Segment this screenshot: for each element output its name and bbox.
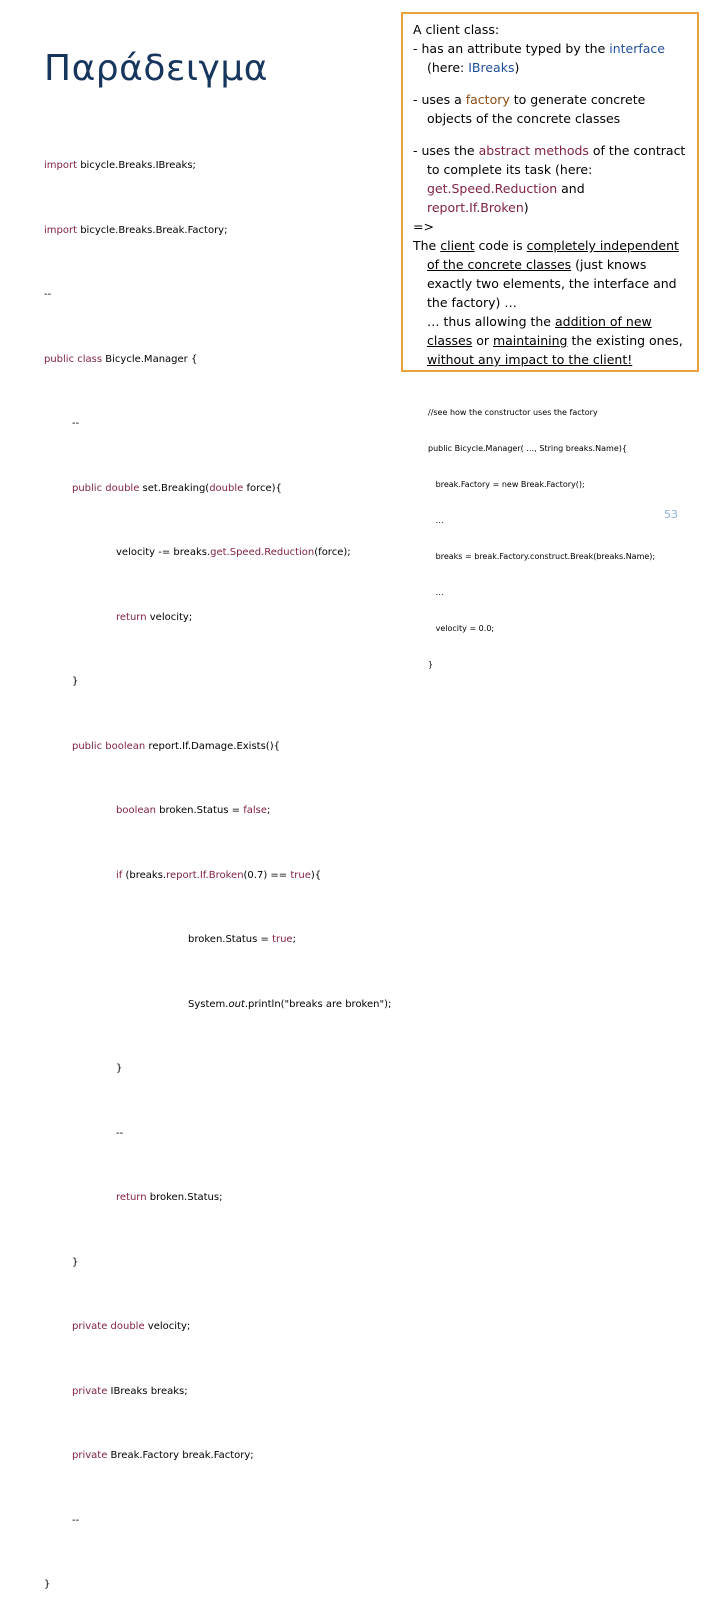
highlight-ibreaks: IBreaks <box>468 60 515 75</box>
code-line <box>44 607 414 629</box>
code-text: (0.7) == <box>243 869 291 881</box>
explanation-callout <box>401 12 699 372</box>
code-line <box>44 994 414 1016</box>
code-text: (breaks. <box>122 869 167 881</box>
code-text: broken.Status; <box>146 1192 223 1203</box>
keyword: false <box>243 805 268 816</box>
keyword: public class <box>44 353 103 365</box>
highlight-method: get.Speed.Reduction <box>427 181 558 196</box>
code-line <box>44 220 414 242</box>
bullet-dash: - <box>413 41 422 56</box>
code-text: System. <box>188 998 229 1010</box>
code-text: ; <box>292 934 296 945</box>
underlined-text: client <box>440 238 475 253</box>
keyword: double <box>209 482 244 494</box>
highlight-method: report.If.Broken <box>427 200 524 215</box>
code-text-italic: out <box>228 998 245 1010</box>
code-line <box>44 1510 414 1532</box>
code-text: ; <box>267 805 271 816</box>
code-line <box>44 736 414 758</box>
code-text: } <box>72 1256 79 1268</box>
code-text: } <box>116 1063 123 1074</box>
callout-conclusion <box>413 236 689 312</box>
code-text: broken.Status = <box>155 805 244 816</box>
code-listing <box>44 112 414 1617</box>
callout-text: uses the <box>421 143 479 158</box>
code-text: ){ <box>310 869 322 881</box>
callout-text: (just knows exactly two elements, the interface and the factory) … <box>427 257 677 310</box>
callout-text: of the contract to complete its task (here: <box>427 143 686 177</box>
code-text: velocity -= breaks. <box>116 547 211 558</box>
keyword: boolean <box>116 805 156 816</box>
underlined-text: maintaining <box>492 333 568 348</box>
code-text: -- <box>44 289 52 300</box>
callout-text: uses a <box>421 92 466 107</box>
keyword: true <box>290 869 311 881</box>
code-line <box>44 1058 414 1080</box>
constructor-snippet <box>428 383 698 683</box>
code-line <box>44 1252 414 1274</box>
code-text: report.If.Damage.Exists(){ <box>145 740 280 752</box>
keyword: public boolean <box>72 740 146 752</box>
bullet-dash: - <box>413 92 422 107</box>
code-text: .println("breaks are broken"); <box>244 998 392 1010</box>
code-text: broken.Status = <box>188 934 273 945</box>
code-line <box>44 284 414 306</box>
callout-point-interface <box>413 39 689 77</box>
code-line <box>44 1574 414 1596</box>
underlined-text: without any impact to the client! <box>427 352 633 367</box>
keyword: true <box>272 934 293 945</box>
underlined-text: addition of new classes <box>427 314 652 348</box>
keyword: import <box>44 160 78 171</box>
callout-text: code is <box>474 238 527 253</box>
underlined-text: completely independent of the concrete classes <box>427 238 679 272</box>
code-text: bicycle.Breaks.IBreaks; <box>77 160 196 171</box>
code-line <box>44 542 414 564</box>
code-text: velocity; <box>144 1321 191 1332</box>
snippet-line: //see how the constructor uses the factory <box>428 408 598 417</box>
snippet-line: velocity = 0.0; <box>428 624 495 633</box>
code-line <box>44 1187 414 1209</box>
bullet-dash: - <box>413 143 422 158</box>
keyword: public double <box>72 482 140 494</box>
code-text: IBreaks breaks; <box>107 1385 188 1397</box>
code-text: Break.Factory break.Factory; <box>107 1450 254 1461</box>
code-text: -- <box>72 1514 80 1526</box>
callout-text: ) <box>514 60 520 75</box>
callout-text: has an attribute typed by the <box>421 41 610 56</box>
code-text: force){ <box>243 482 282 494</box>
callout-text: … thus allowing the <box>427 314 555 329</box>
callout-text: The <box>413 238 441 253</box>
callout-text: or <box>472 333 493 348</box>
highlight-abstract-methods: abstract methods <box>478 143 589 158</box>
code-text: Bicycle.Manager { <box>102 353 198 365</box>
callout-point-abstract <box>413 141 689 217</box>
snippet-line: public Bicycle.Manager( …, String breaks.Name){ <box>428 444 627 453</box>
code-text: (force); <box>314 547 351 558</box>
keyword: return <box>116 1192 147 1203</box>
code-text: } <box>44 1579 51 1590</box>
code-text: velocity; <box>146 611 193 623</box>
code-line <box>44 800 414 822</box>
highlight-interface: interface <box>609 41 665 56</box>
highlight-factory: factory <box>465 92 510 107</box>
code-line <box>44 478 414 500</box>
code-line <box>44 155 414 177</box>
method-call: get.Speed.Reduction <box>210 547 315 558</box>
keyword: private <box>72 1385 108 1397</box>
code-line <box>44 1123 414 1145</box>
callout-conclusion-cont <box>413 312 689 369</box>
keyword: if <box>116 869 123 881</box>
callout-text: and <box>557 181 585 196</box>
keyword: import <box>44 224 78 236</box>
callout-text: ) <box>523 200 529 215</box>
snippet-line: breaks = break.Factory.construct.Break(breaks.Name); <box>428 552 656 561</box>
callout-arrow: => <box>413 219 434 234</box>
keyword: private <box>72 1450 108 1461</box>
callout-point-factory <box>413 90 689 128</box>
code-text: -- <box>72 418 80 429</box>
code-line <box>44 1381 414 1403</box>
callout-text: the existing ones, <box>567 333 683 348</box>
callout-heading: A client class: <box>413 22 500 37</box>
method-call: report.If.Broken <box>166 869 244 881</box>
code-line <box>44 1316 414 1338</box>
page-number: 53 <box>664 508 678 521</box>
code-line <box>44 671 414 693</box>
code-line <box>44 1445 414 1467</box>
code-line <box>44 929 414 951</box>
code-text: } <box>72 676 79 687</box>
keyword: private double <box>72 1321 145 1332</box>
snippet-line: … <box>428 588 444 597</box>
callout-text: to generate concrete objects of the concrete classes <box>427 92 646 126</box>
keyword: return <box>116 611 147 623</box>
code-text: -- <box>116 1127 124 1139</box>
snippet-line: … <box>428 516 444 525</box>
callout-text: (here: <box>427 60 469 75</box>
code-text: set.Breaking( <box>139 482 210 494</box>
snippet-line: } <box>428 660 434 669</box>
code-text: bicycle.Breaks.Break.Factory; <box>77 224 228 236</box>
code-line <box>44 865 414 887</box>
slide-title: Παράδειγμα <box>44 48 268 89</box>
code-line <box>44 413 414 435</box>
snippet-line: break.Factory = new Break.Factory(); <box>428 480 585 489</box>
code-line <box>44 349 414 371</box>
